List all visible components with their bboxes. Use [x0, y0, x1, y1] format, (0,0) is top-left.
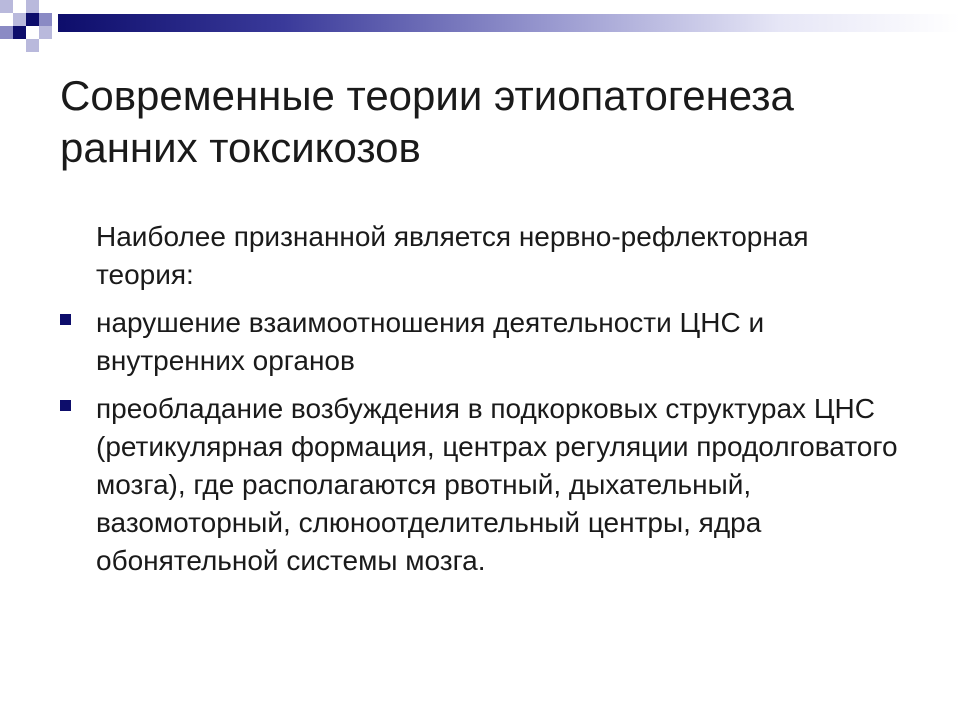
bullet-item [58, 304, 908, 380]
bullet-text: нарушение взаимоотношения деятельности ЦНС и внутренних органов [96, 307, 765, 376]
bullet-text: преобладание возбуждения в подкорковых структурах ЦНС (ретикулярная формация, центрах регуляции продолговатого мозга), где располагаются рвотный, дыхательный, вазомоторный, слюноотделительный центры, ядра обонятельной системы мозга. [96, 393, 898, 576]
decorative-gradient-band [58, 14, 960, 32]
slide-body [58, 218, 908, 590]
bullet-item [58, 390, 908, 580]
intro-text: Наиболее признанной является нервно-рефлекторная теория: [96, 221, 809, 290]
square-bullet-icon [60, 400, 71, 411]
square-bullet-icon [60, 314, 71, 325]
slide-title: Современные теории этиопатогенеза ранних токсикозов [60, 72, 794, 171]
